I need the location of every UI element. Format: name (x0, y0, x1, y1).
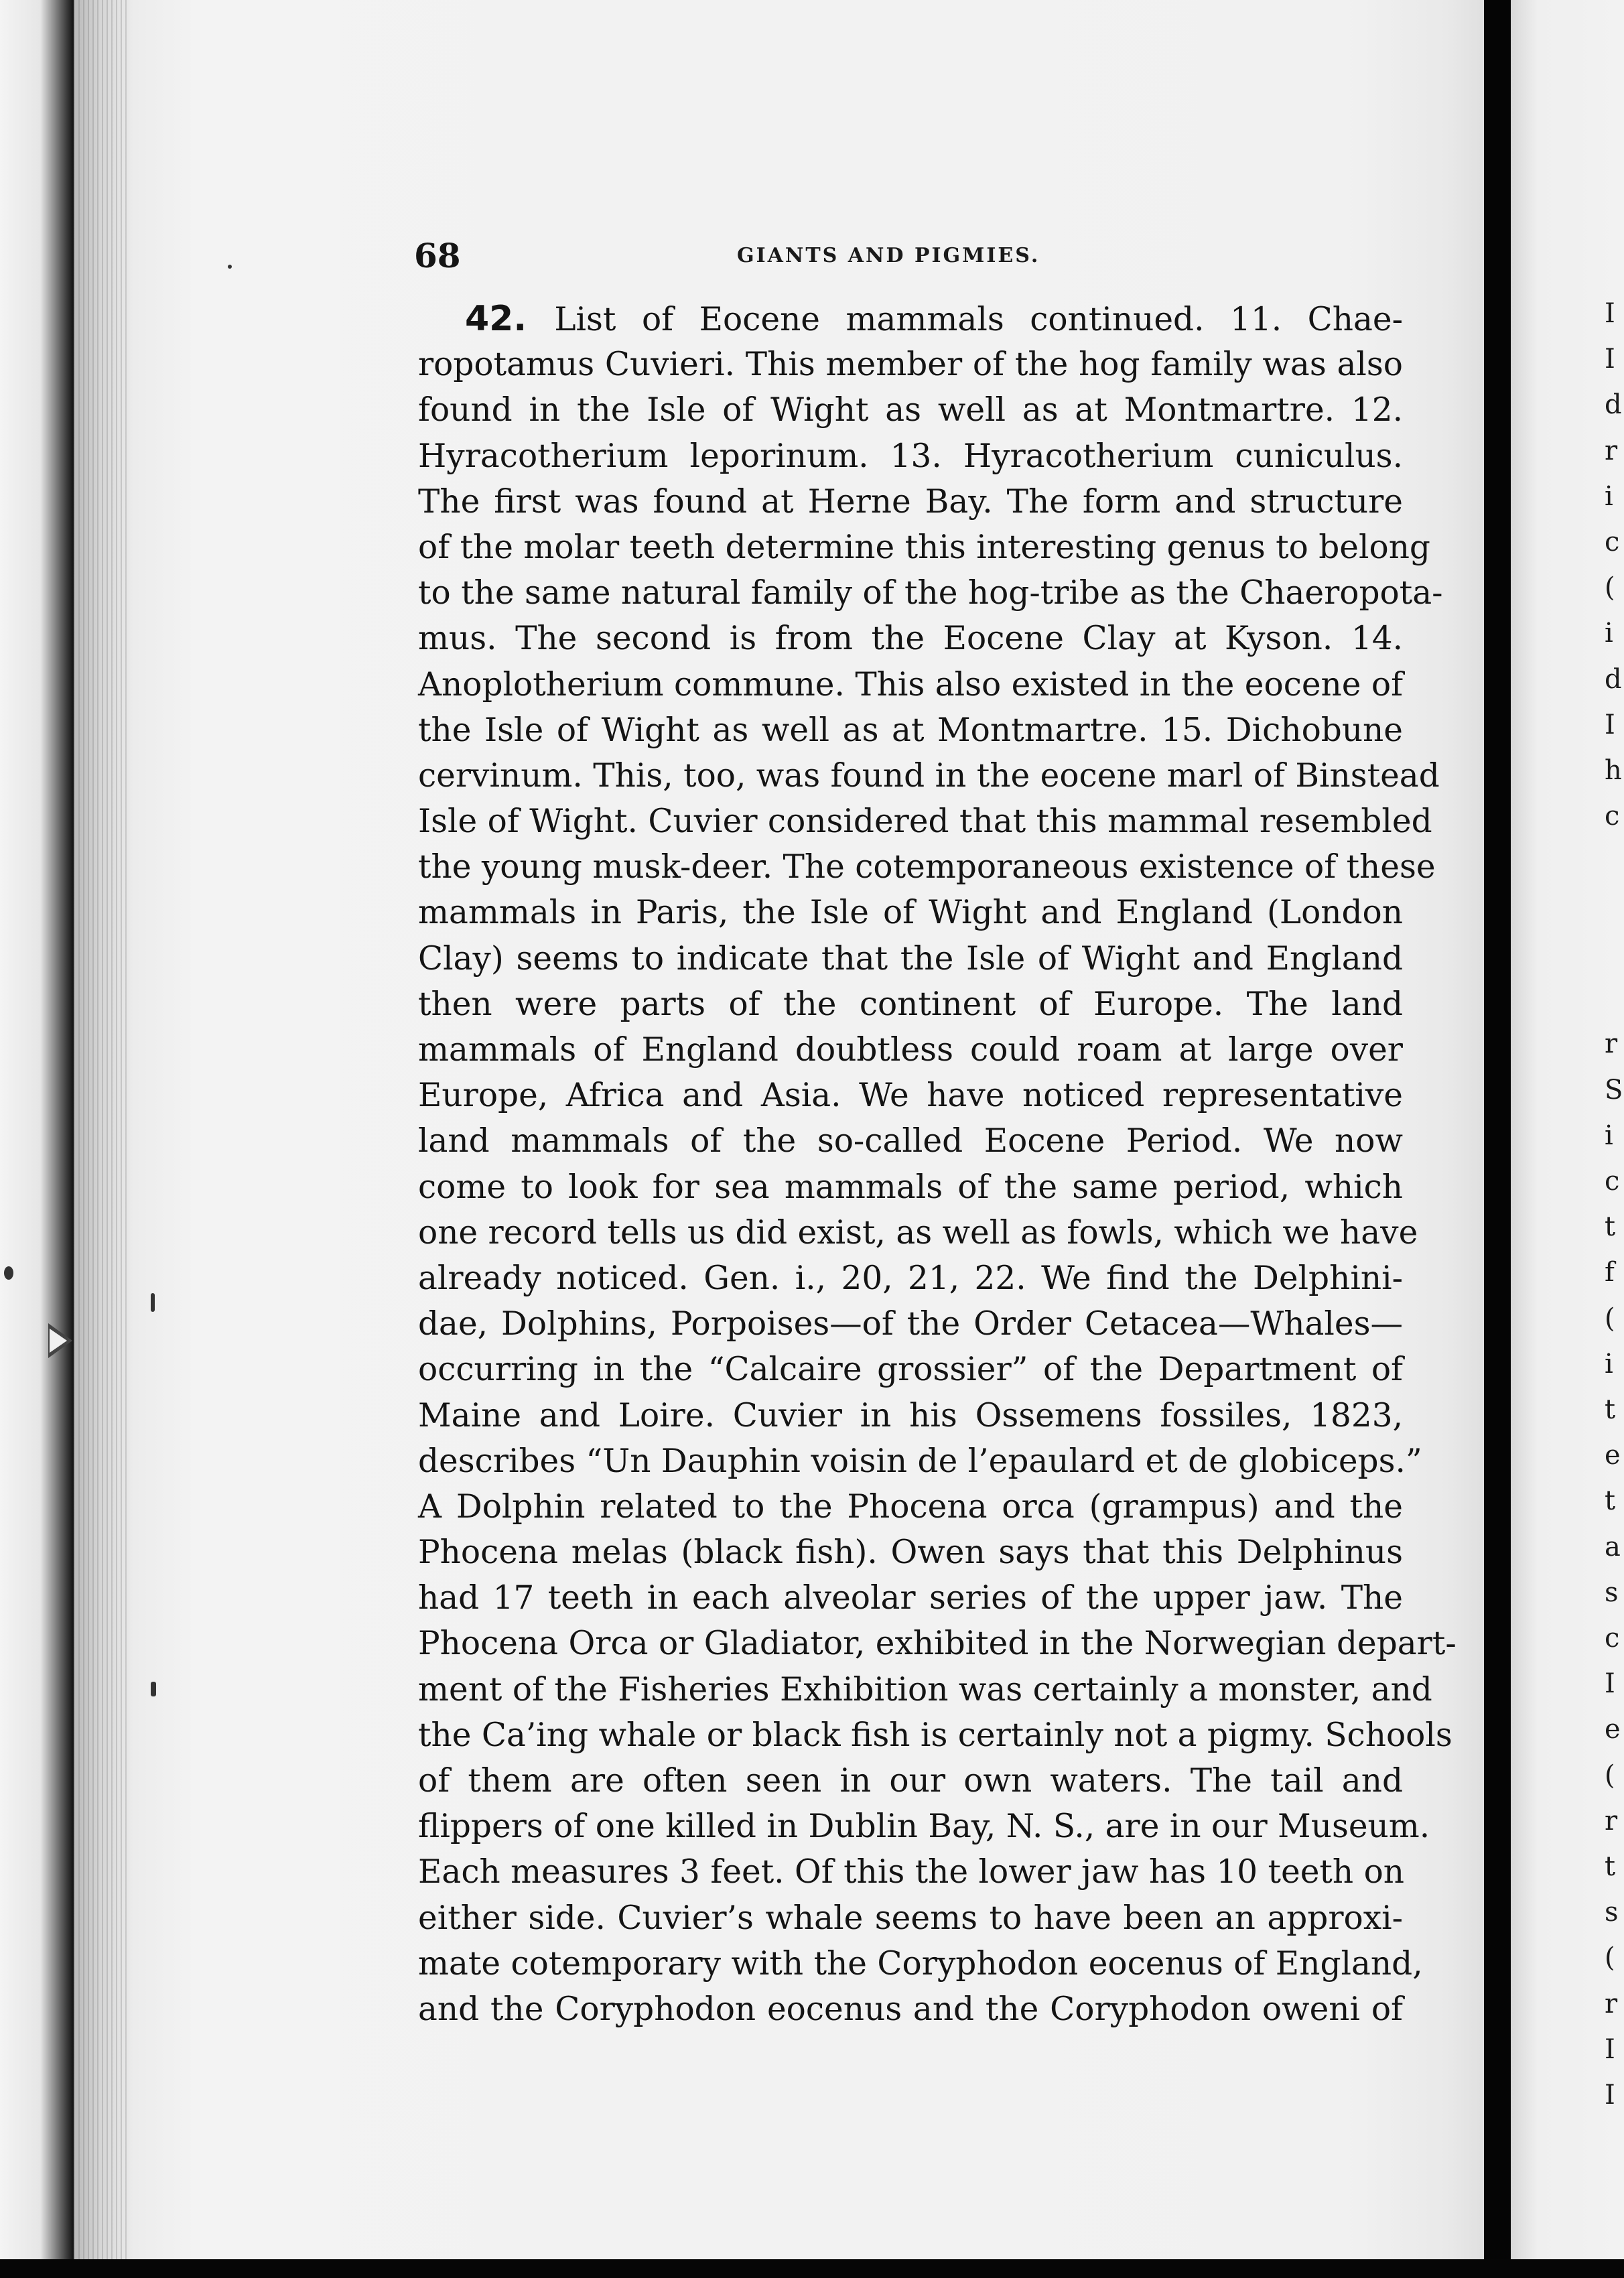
facing-page-char: i (1605, 1120, 1613, 1151)
facing-page-text-fragments (1605, 0, 1624, 2278)
text-line: Europe, Africa and Asia. We have noticed representative (418, 1077, 1403, 1115)
facing-page-char: h (1605, 755, 1622, 786)
facing-page-char: t (1605, 1851, 1616, 1882)
text-line: of them are often seen in our own waters. The tail and (418, 1762, 1403, 1800)
facing-page-char: d (1605, 663, 1622, 695)
facing-page-char: r (1605, 1028, 1618, 1060)
text-line: mammals of England doubtless could roam at large over (418, 1031, 1403, 1069)
facing-page-char: I (1605, 344, 1615, 375)
facing-page-char: i (1605, 618, 1613, 649)
facing-page-char: c (1605, 1166, 1620, 1197)
facing-page-char: S (1605, 1074, 1623, 1106)
facing-page-char: s (1605, 1577, 1619, 1608)
facing-page-char: ( (1605, 572, 1615, 604)
text-line: land mammals of the so-called Eocene Period. We now (418, 1122, 1403, 1160)
scan-speck (151, 1293, 155, 1312)
text-line: to the same natural family of the hog-tribe as the Chaeropota- (418, 574, 1443, 612)
scan-speck (151, 1682, 156, 1696)
text-line-content: List of Eocene mammals continued. 11. Chae- (554, 301, 1403, 338)
text-line: come to look for sea mammals of the same period, which (418, 1168, 1403, 1206)
text-line: one record tells us did exist, as well as fowls, which we have (418, 1213, 1418, 1252)
facing-page-char: I (1605, 298, 1615, 329)
facing-page-char: ( (1605, 1302, 1615, 1334)
text-line: Clay) seems to indicate that the Isle of Wight and England (418, 939, 1403, 978)
text-line: mate cotemporary with the Coryphodon eocenus of England, (418, 1944, 1423, 1983)
facing-page-char: I (1605, 2080, 1615, 2110)
page-gutter (74, 0, 127, 2259)
bottom-border (0, 2259, 1624, 2278)
text-line: Maine and Loire. Cuvier in his Ossemens fossiles, 1823, (418, 1396, 1403, 1434)
text-line: already noticed. Gen. i., 20, 21, 22. We find the Delphini- (418, 1259, 1403, 1297)
facing-page-char: t (1605, 1211, 1616, 1243)
facing-page-char: ( (1605, 1759, 1615, 1791)
facing-page-char: e (1605, 1440, 1621, 1471)
text-line: dae, Dolphins, Porpoises—of the Order Cetacea—Whales— (418, 1305, 1403, 1343)
text-line: flippers of one killed in Dublin Bay, N. S., are in our Museum. (418, 1808, 1430, 1846)
facing-page-char: c (1605, 801, 1620, 832)
text-line: Anoplotherium commune. This also existed in the eocene of (418, 665, 1404, 704)
facing-page-char: d (1605, 389, 1622, 421)
facing-page-char: ( (1605, 1942, 1615, 1974)
text-line: Phocena melas (black fish). Owen says that this Delphinus (418, 1534, 1403, 1572)
text-line: mammals in Paris, the Isle of Wight and England (London (418, 894, 1403, 932)
text-line: had 17 teeth in each alveolar series of the upper jaw. The (418, 1579, 1403, 1617)
facing-page-char: t (1605, 1485, 1616, 1517)
text-line: found in the Isle of Wight as well as at Montmartre. 12. (418, 391, 1403, 429)
facing-page-char: r (1605, 435, 1618, 466)
text-line: mus. The second is from the Eocene Clay at Kyson. 14. (418, 620, 1403, 658)
text-line: Isle of Wight. Cuvier considered that this mammal resembled (418, 803, 1432, 841)
left-book-edge (0, 0, 74, 2278)
margin-arrow-mark-inner (50, 1329, 67, 1353)
text-line: Each measures 3 feet. Of this the lower jaw has 10 teeth on (418, 1853, 1405, 1891)
running-title: GIANTS AND PIGMIES. (737, 244, 1040, 267)
facing-page-char: i (1605, 1348, 1613, 1380)
text-line: the Ca’ing whale or black fish is certainly not a pigmy. Schools (418, 1716, 1452, 1754)
text-line: either side. Cuvier’s whale seems to have been an approxi- (418, 1899, 1403, 1937)
text-line: the young musk-deer. The cotemporaneous existence of these (418, 848, 1436, 886)
running-head (0, 236, 1624, 276)
text-line: describes “Un Dauphin voisin de l’epaulard et de globiceps.” (418, 1442, 1422, 1480)
facing-page-char: I (1605, 1668, 1615, 1700)
text-line: and the Coryphodon eocenus and the Coryphodon oweni of (418, 1990, 1403, 2028)
text-line: ropotamus Cuvieri. This member of the hog family was also (418, 346, 1403, 384)
text-line: A Dolphin related to the Phocena orca (grampus) and the (418, 1487, 1403, 1526)
facing-page-char: a (1605, 1531, 1621, 1562)
text-line: the Isle of Wight as well as at Montmartre. 15. Dichobune (418, 711, 1403, 749)
body-paragraph (418, 296, 1457, 2032)
facing-page-char: t (1605, 1394, 1616, 1425)
scan-speck (4, 1266, 13, 1280)
facing-page-char: i (1605, 480, 1613, 512)
text-line: Phocena Orca or Gladiator, exhibited in the Norwegian depart- (418, 1625, 1457, 1663)
facing-page-char: c (1605, 527, 1620, 557)
text-line: The first was found at Herne Bay. The form and structure (418, 482, 1403, 521)
text-line: Hyracotherium leporinum. 13. Hyracotherium cuniculus. (418, 437, 1403, 475)
facing-page-char: r (1605, 1988, 1618, 2019)
facing-page-char: I (1605, 2033, 1615, 2065)
text-line: cervinum. This, too, was found in the eocene marl of Binstead (418, 756, 1440, 795)
facing-page-char: f (1605, 1257, 1615, 1288)
facing-page-char: e (1605, 1714, 1621, 1745)
facing-page-char: r (1605, 1805, 1618, 1836)
facing-page-char: s (1605, 1897, 1619, 1928)
text-line (418, 296, 1403, 342)
facing-page-char: I (1605, 709, 1615, 740)
text-line: then were parts of the continent of Europe. The land (418, 985, 1403, 1023)
page-number: 68 (414, 236, 461, 275)
section-number: 42. (465, 299, 555, 339)
text-line: ment of the Fisheries Exhibition was certainly a monster, and (418, 1670, 1432, 1708)
text-line: of the molar teeth determine this interesting genus to belong (418, 528, 1430, 566)
text-line: occurring in the “Calcaire grossier” of the Department of (418, 1351, 1403, 1389)
facing-page-char: c (1605, 1623, 1620, 1654)
binding-shadow (1484, 0, 1511, 2278)
